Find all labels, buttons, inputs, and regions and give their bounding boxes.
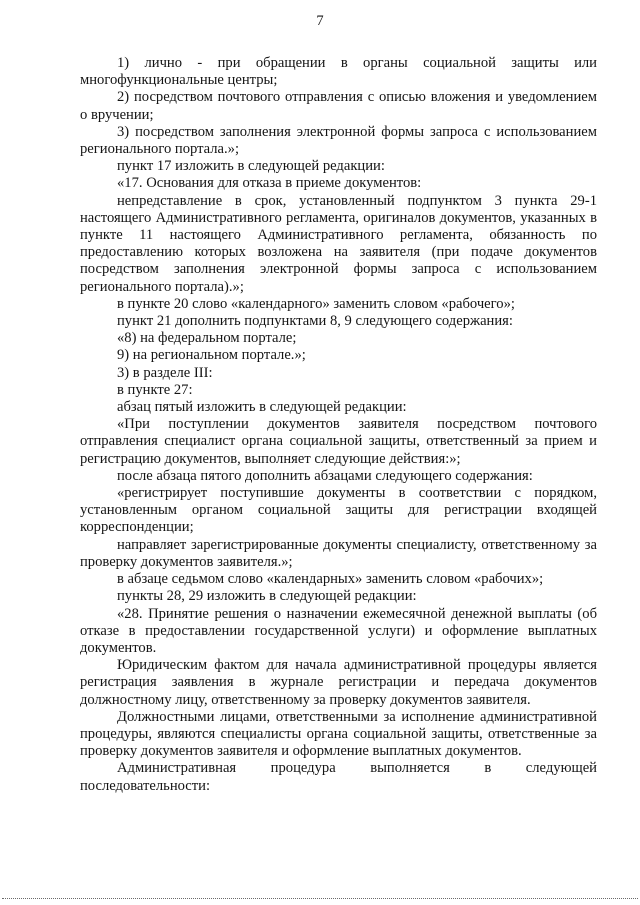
paragraph-fifth-clause: абзац пятый изложить в следующей редакции: bbox=[117, 399, 407, 416]
paragraph-item-28-heading: «28. Принятие решения о назначении ежемесячной денежной выплаты (об отказе в предоставлении государственной услуги) и оформление выплатных документов. bbox=[80, 605, 597, 656]
paragraph-amend-item-21: пункт 21 дополнить подпунктами 8, 9 следующего содержания: bbox=[117, 313, 513, 330]
paragraph-mail-receipt: «При поступлении документов заявителя посредством почтового отправления специалист органа социальной защиты, ответственный за прием и регистрацию документов, выполняет следующие действия:»; bbox=[80, 416, 597, 467]
paragraph-seventh-clause: в абзаце седьмом слово «календарных» заменить словом «рабочих»; bbox=[117, 571, 544, 588]
bottom-divider bbox=[2, 898, 638, 899]
paragraph-delivery-electronic: 3) посредством заполнения электронной формы запроса с использованием регионального портала.»; bbox=[80, 123, 597, 158]
paragraph-add-clauses: после абзаца пятого дополнить абзацами следующего содержания: bbox=[117, 467, 533, 484]
paragraph-section-3: 3) в разделе III: bbox=[117, 364, 213, 381]
paragraph-delivery-by-mail: 2) посредством почтового отправления с описью вложения и уведомлением о вручении; bbox=[80, 89, 597, 123]
paragraph-legal-fact: Юридическим фактом для начала административной процедуры является регистрация заявления в журнале регистрации и передача документов должностному лицу, ответственному за проверку документов заявителя. bbox=[80, 657, 597, 708]
paragraph-items-28-29: пункты 28, 29 изложить в следующей редакции: bbox=[117, 588, 417, 605]
paragraph-regional-portal: 9) на региональном портале.»; bbox=[117, 347, 306, 364]
body-text bbox=[80, 55, 597, 795]
paragraph-federal-portal: «8) на федеральном портале; bbox=[117, 330, 297, 347]
paragraph-refusal-grounds: непредставление в срок, установленный подпунктом 3 пункта 29-1 настоящего Административного регламента, оригиналов документов, указанных в пункте 11 настоящего Административного регламента, обязанность по предоставлению которых возложена на заявителя (при подаче документов посредством заполнения электронной формы запроса с использованием регионального портала).»; bbox=[80, 192, 597, 295]
paragraph-amend-item-20: в пункте 20 слово «календарного» заменить словом «рабочего»; bbox=[117, 295, 515, 312]
paragraph-procedure-sequence: Административная процедура выполняется в следующей последовательности: bbox=[80, 760, 597, 794]
paragraph-delivery-in-person: 1) лично - при обращении в органы социальной защиты или многофункциональные центры; bbox=[80, 55, 597, 89]
paragraph-item-27: в пункте 27: bbox=[117, 381, 193, 398]
paragraph-officials: Должностными лицами, ответственными за исполнение административной процедуры, являются специалисты органа социальной защиты, ответственные за проверку документов заявителя и оформление выплатных документов. bbox=[80, 708, 597, 760]
paragraph-amend-item-17: пункт 17 изложить в следующей редакции: bbox=[117, 158, 385, 175]
paragraph-registration: «регистрирует поступившие документы в соответствии с порядком, установленным органом социальной защиты для регистрации входящей корреспонденции; bbox=[80, 485, 597, 536]
page-number: 7 bbox=[316, 13, 324, 29]
paragraph-item-17-heading: «17. Основания для отказа в приеме документов: bbox=[117, 175, 422, 192]
paragraph-forwarding: направляет зарегистрированные документы специалисту, ответственному за проверку документов заявителя.»; bbox=[80, 536, 597, 570]
